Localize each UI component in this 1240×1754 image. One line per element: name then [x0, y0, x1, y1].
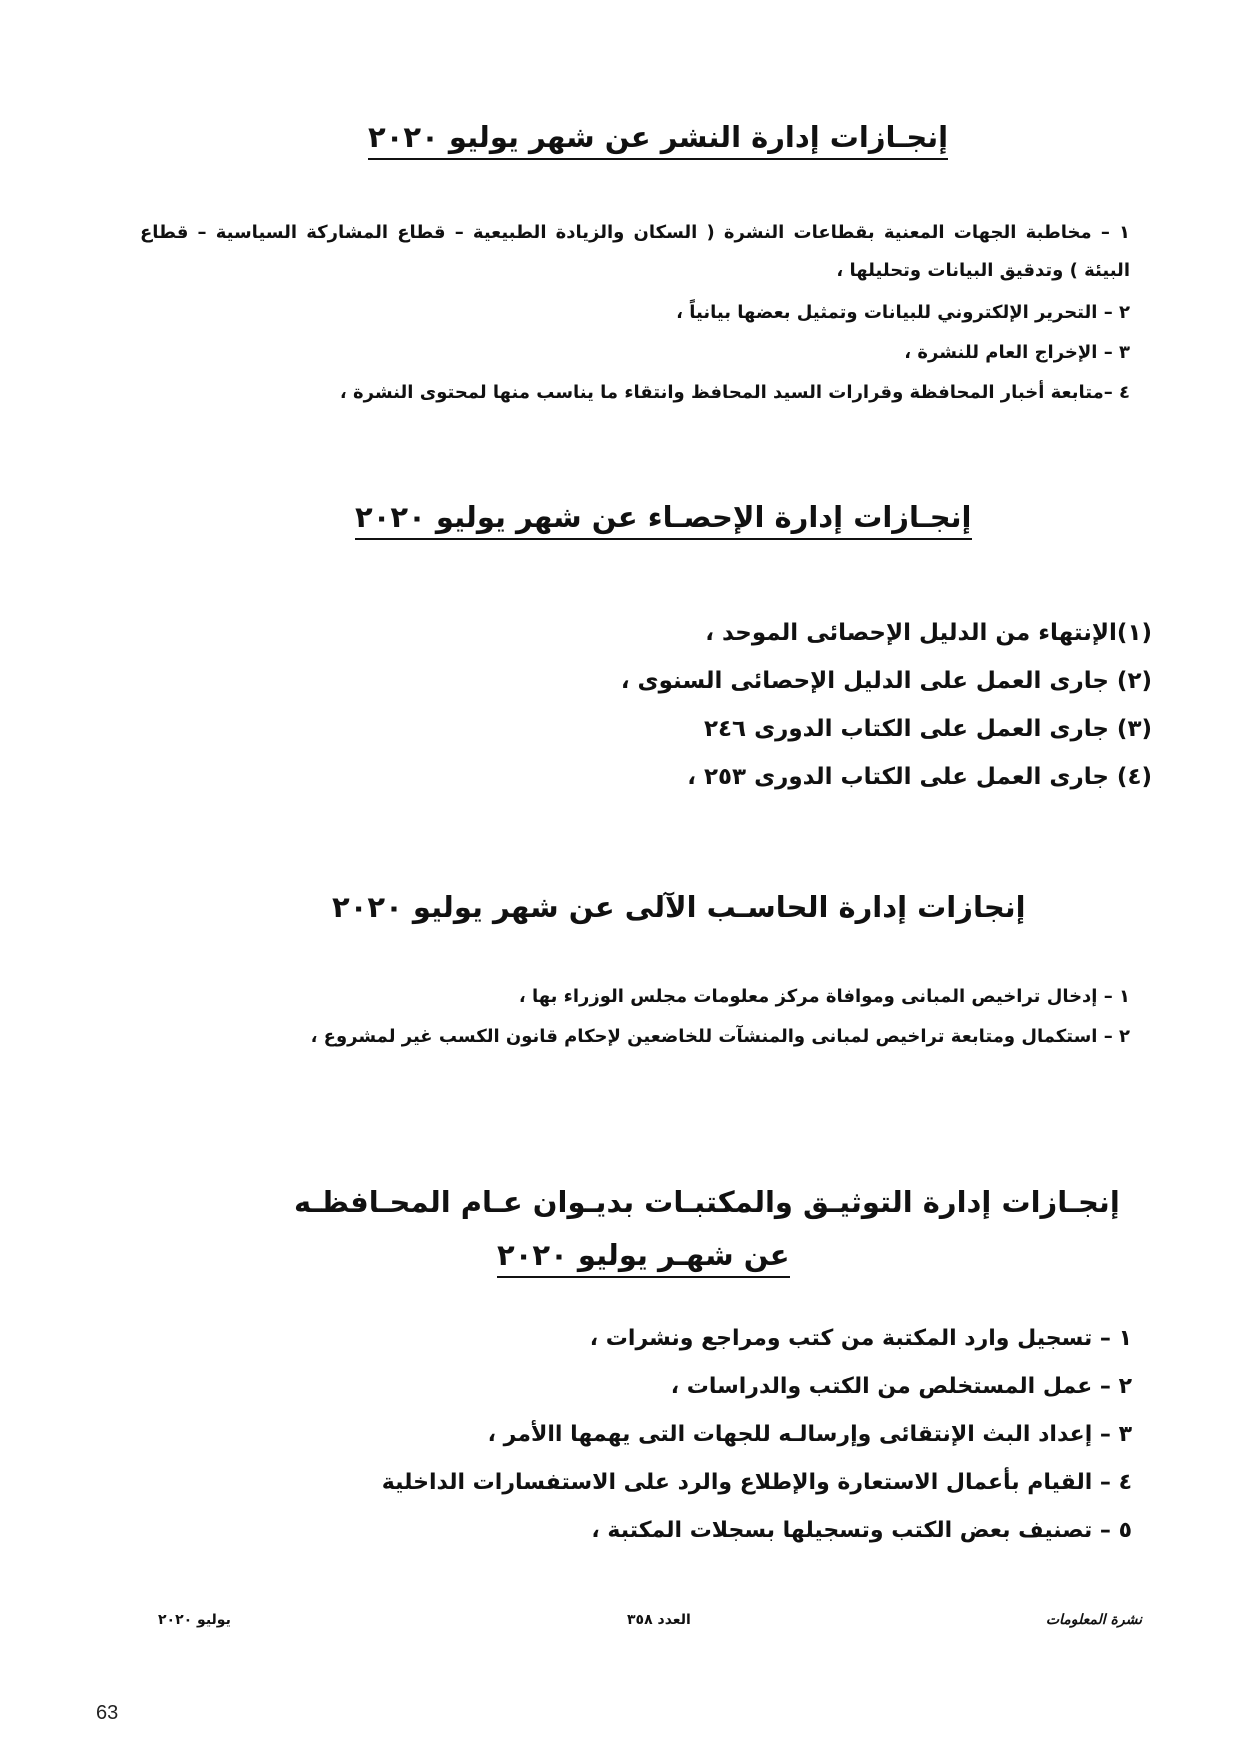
publishing-item-2: ٢ – التحرير الإلكتروني للبيانات وتمثيل بعضها بيانياً ،	[676, 302, 1130, 323]
publishing-item-3: ٣ – الإخراج العام للنشرة ،	[904, 342, 1130, 363]
footer-date: يوليو ٢٠٢٠	[158, 1612, 231, 1628]
publishing-item-4: ٤ –متابعة أخبار المحافظة وقرارات السيد المحافظ وانتقاء ما يناسب منها لمحتوى النشرة ،	[339, 382, 1130, 403]
publishing-item-1: ١ – مخاطبة الجهات المعنية بقطاعات النشرة ( السكان والزيادة الطبيعية – قطاع المشاركة السياسية – قطاع البيئة ) وتدقيق البيانات وتحليلها ،	[140, 222, 1130, 281]
library-item-2: ٢ – عمل المستخلص من الكتب والدراسات ،	[670, 1374, 1132, 1399]
library-item-5: ٥ – تصنيف بعض الكتب وتسجيلها بسجلات المكتبة ،	[591, 1518, 1132, 1543]
footer-issue-number: العدد ٣٥٨	[627, 1612, 691, 1628]
statistics-item-4: (٤) جارى العمل على الكتاب الدورى ٢٥٣ ،	[687, 764, 1152, 790]
computer-item-1: ١ – إدخال تراخيص المبانى وموافاة مركز معلومات مجلس الوزراء بها ،	[518, 986, 1130, 1007]
statistics-item-2: (٢) جارى العمل على الدليل الإحصائى السنوى ،	[620, 668, 1152, 694]
page-number: 63	[96, 1702, 119, 1724]
library-item-4: ٤ – القيام بأعمال الاستعارة والإطلاع والرد على الاستفسارات الداخلية	[381, 1470, 1132, 1495]
library-section-subtitle: عن شهـر يوليو ٢٠٢٠	[497, 1238, 790, 1278]
library-section-title: إنجـازات إدارة التوثيـق والمكتبـات بديـوان عـام المحـافظـه	[294, 1185, 1120, 1219]
library-item-3: ٣ – إعداد البث الإنتقائى وإرسالـه للجهات التى يهمها االأمر ،	[487, 1422, 1132, 1447]
statistics-item-1: (١)الإنتهاء من الدليل الإحصائى الموحد ،	[705, 620, 1152, 646]
computer-item-2: ٢ – استكمال ومتابعة تراخيص لمبانى والمنشآت للخاضعين لإحكام قانون الكسب غير لمشروع ،	[310, 1026, 1130, 1047]
statistics-item-3: (٣) جارى العمل على الكتاب الدورى ٢٤٦	[703, 716, 1152, 742]
statistics-section-title: إنجـازات إدارة الإحصـاء عن شهر يوليو ٢٠٢٠	[355, 500, 972, 540]
computer-section-title: إنجازات إدارة الحاسـب الآلى عن شهر يوليو ٢٠٢٠	[332, 890, 1026, 924]
footer-bulletin-name: نشرة المعلومات	[1045, 1612, 1142, 1628]
library-item-1: ١ – تسجيل وارد المكتبة من كتب ومراجع ونشرات ،	[589, 1326, 1132, 1351]
publishing-section-title: إنجـازات إدارة النشر عن شهر يوليو ٢٠٢٠	[368, 120, 948, 160]
